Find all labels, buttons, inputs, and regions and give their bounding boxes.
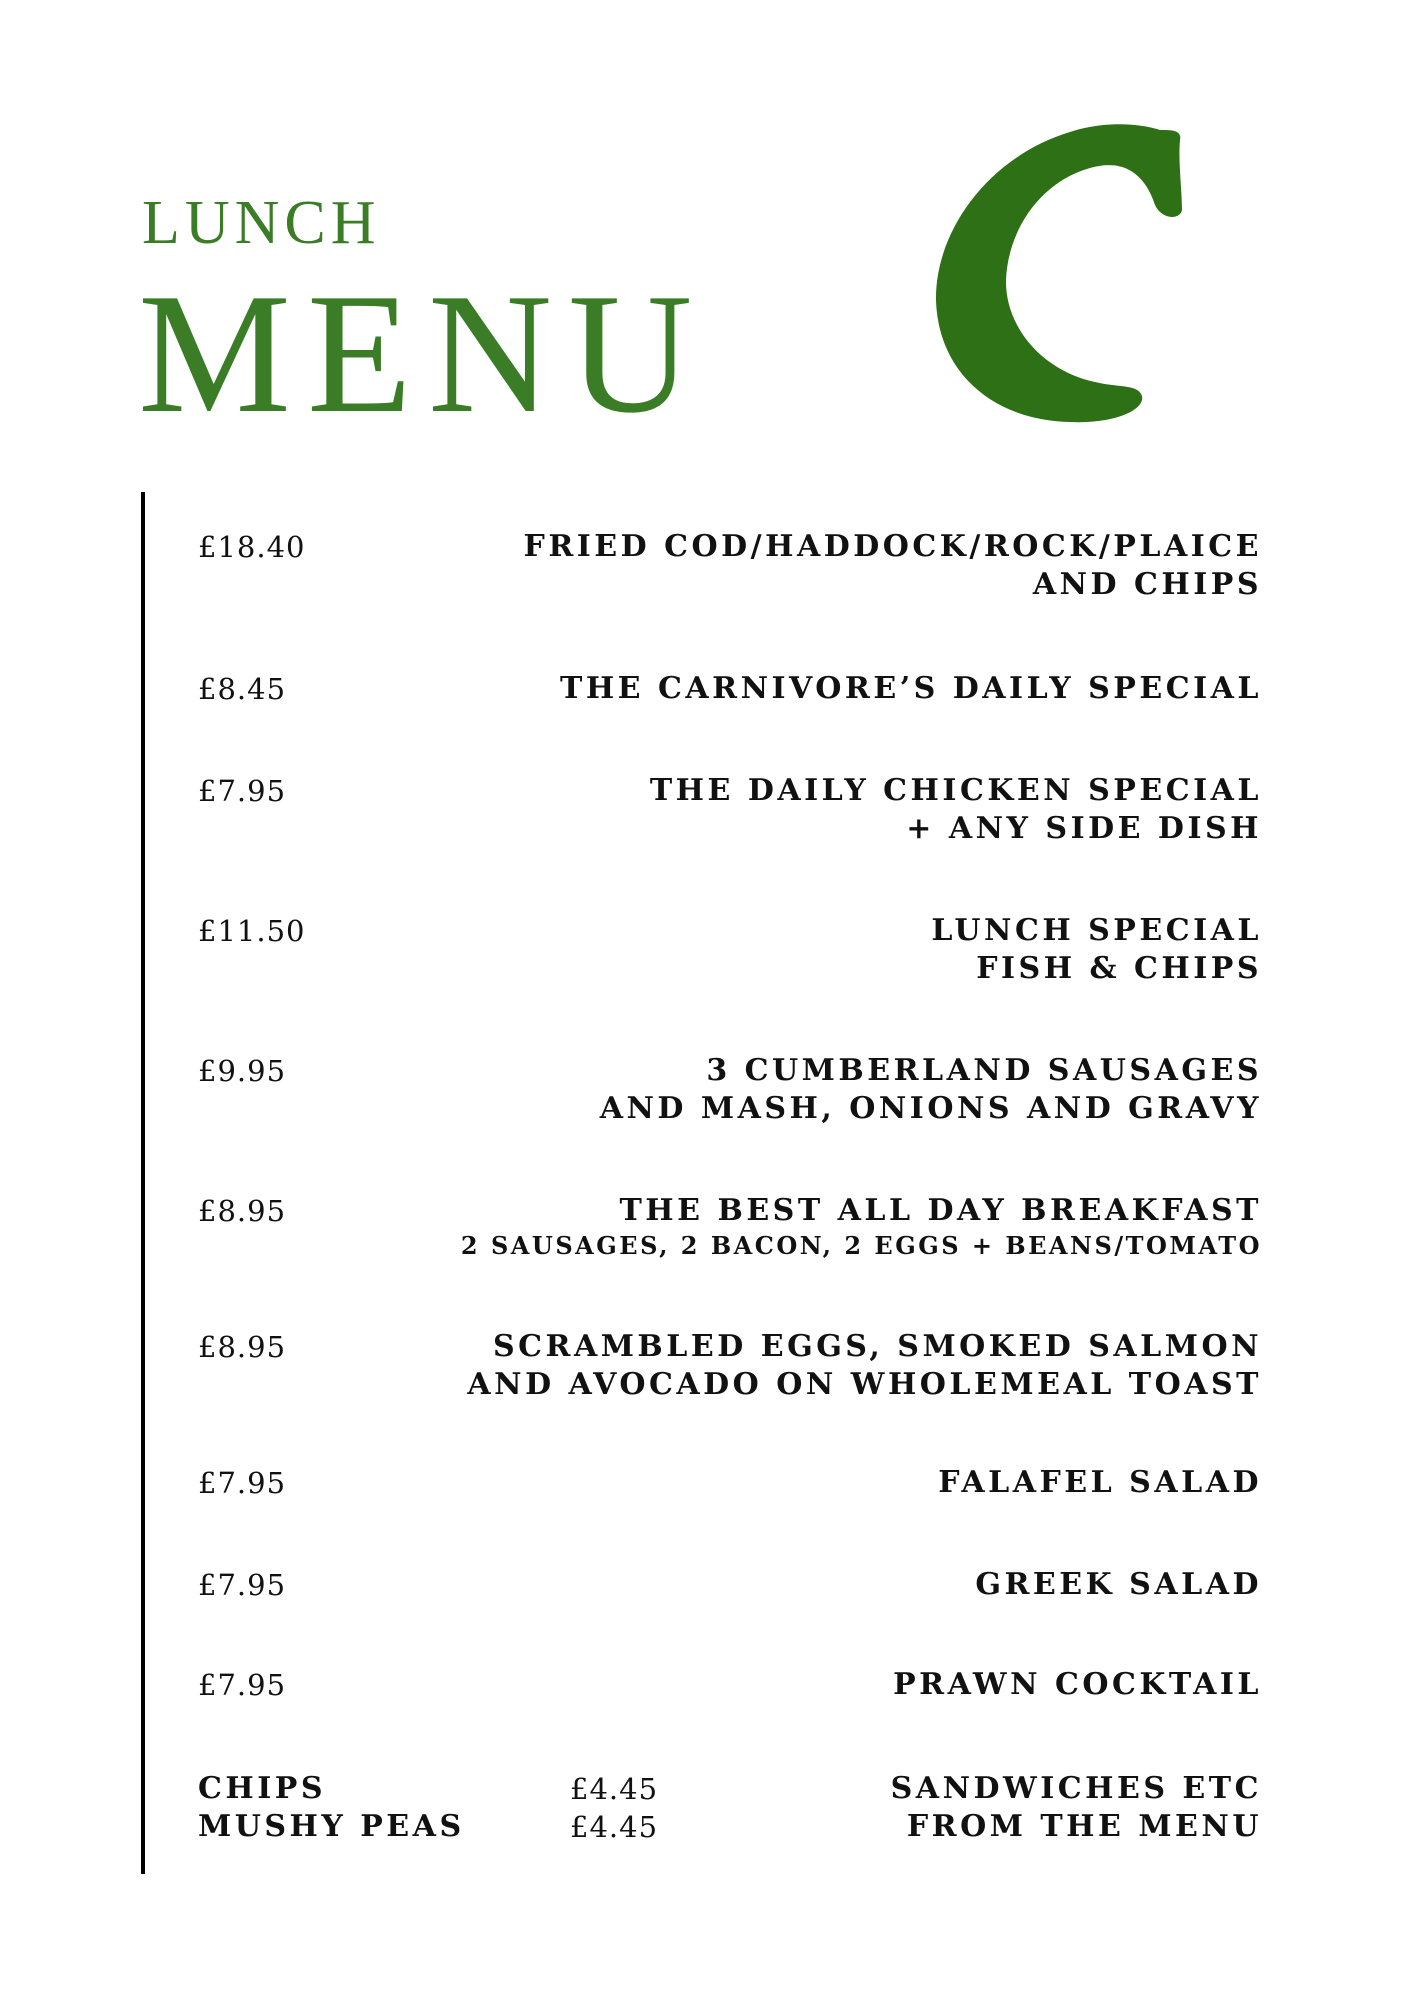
menu-item-name [975,1566,1262,1604]
side-item [198,1808,698,1846]
menu-item-name-line: LUNCH SPECIAL [931,913,1262,948]
menu-item-price: £7.95 [198,1466,287,1500]
menu-item-price: £7.95 [198,774,287,808]
menu-item-description: 2 SAUSAGES, 2 BACON, 2 EGGS + BEANS/TOMATO [460,1231,1262,1260]
side-item-name: CHIPS [198,1771,326,1806]
menu-item-name-line: THE CARNIVORE’S DAILY SPECIAL [560,671,1262,706]
menu-item-price: £8.95 [198,1330,287,1364]
menu-item-name-line: FRIED COD/HADDOCK/ROCK/PLAICE [523,529,1262,564]
menu-item-name-line: GREEK SALAD [975,1567,1262,1602]
footer-note-line: FROM THE MENU [906,1809,1262,1844]
menu-item-price: £7.95 [198,1568,287,1602]
c-logo-icon [930,120,1200,440]
menu-item-name-line: THE DAILY CHICKEN SPECIAL [649,773,1262,808]
menu-item-name [893,1666,1262,1704]
menu-item-price: £9.95 [198,1054,287,1088]
menu-item-name-line: FALAFEL SALAD [938,1465,1262,1500]
menu-item-price: £8.45 [198,672,287,706]
menu-item-name-line: FISH & CHIPS [976,951,1262,986]
menu-item-name-line: AND CHIPS [1032,567,1262,602]
vertical-divider [141,492,145,1874]
menu-item-name [461,1192,1262,1262]
side-item [198,1770,698,1808]
footer-note-line: SANDWICHES ETC [890,1771,1262,1806]
menu-item-name [600,1052,1262,1128]
side-item-name: MUSHY PEAS [198,1809,465,1844]
menu-item-price: £18.40 [198,530,306,564]
side-item-price: £4.45 [570,1772,659,1806]
menu-item-name-line: PRAWN COCKTAIL [893,1667,1262,1702]
menu-item-name [931,912,1262,988]
menu-item-name [938,1464,1262,1502]
sides-list [198,1770,698,1846]
menu-item-name [524,528,1262,604]
menu-item-name [560,670,1262,708]
side-item-price: £4.45 [570,1810,659,1844]
menu-item-name-line: 3 CUMBERLAND SAUSAGES [706,1053,1262,1088]
menu-item-name-line: AND MASH, ONIONS AND GRAVY [599,1091,1262,1126]
menu-item-name [650,772,1262,848]
menu-item-price: £8.95 [198,1194,287,1228]
menu-subtitle: LUNCH [142,189,381,257]
menu-item-name-line: + ANY SIDE DISH [906,811,1262,846]
menu-title: MENU [138,259,709,449]
menu-item-name-line: SCRAMBLED EGGS, SMOKED SALMON [492,1329,1262,1364]
menu-item-name-line: AND AVOCADO ON WHOLEMEAL TOAST [467,1367,1262,1402]
menu-item-name [467,1328,1262,1404]
menu-item-price: £11.50 [198,914,306,948]
menu-item-price: £7.95 [198,1668,287,1702]
menu-item-name-line: THE BEST ALL DAY BREAKFAST [619,1193,1262,1228]
